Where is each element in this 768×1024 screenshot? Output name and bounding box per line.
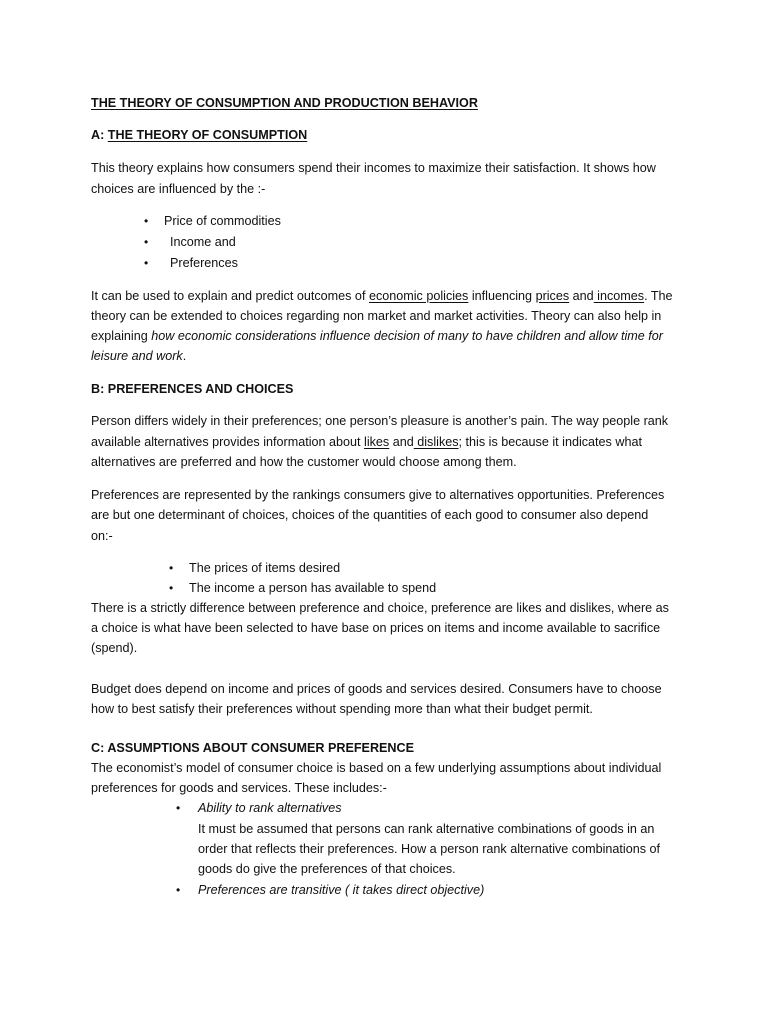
document-title: THE THEORY OF CONSUMPTION AND PRODUCTION BEHAVIOR bbox=[91, 96, 478, 110]
section-b-p1-line-1: Person differs widely in their preferences; one person’s pleasure is another’s pain. The way people rank bbox=[91, 414, 669, 428]
section-b-p3-line-1: There is a strictly difference between preference and choice, preference are likes and dislikes, where as bbox=[91, 601, 669, 615]
italic-span: leisure and work bbox=[91, 349, 183, 363]
bullet-icon: • bbox=[144, 256, 149, 270]
text-span: and bbox=[569, 289, 594, 303]
bullet-icon: • bbox=[144, 235, 149, 249]
assumption-1-title: Ability to rank alternatives bbox=[198, 801, 342, 815]
bullet-icon: • bbox=[144, 214, 149, 228]
prices-link: prices bbox=[535, 289, 570, 303]
section-c-heading: C: ASSUMPTIONS ABOUT CONSUMER PREFERENCE bbox=[91, 741, 415, 755]
section-a-prefix: A: bbox=[91, 128, 108, 142]
dislikes-word: dislikes bbox=[413, 435, 459, 449]
bullet-icon: • bbox=[176, 883, 181, 897]
text-span: It can be used to explain and predict outcomes of bbox=[91, 289, 369, 303]
section-b-p2-line-1: Preferences are represented by the rankings consumers give to alternatives opportunities. Preferences bbox=[91, 488, 665, 502]
section-b-p1-line-3: alternatives are preferred and how the customer would choose among them. bbox=[91, 455, 517, 469]
section-a-para-line-4 bbox=[91, 346, 186, 366]
bullet-icon: • bbox=[169, 561, 174, 575]
section-b-p4-line-1: Budget does depend on income and prices of goods and services desired. Consumers have to choose bbox=[91, 682, 662, 696]
section-a-para-line-3 bbox=[91, 326, 663, 346]
section-c-line-2: preferences for goods and services. These includes:- bbox=[91, 781, 387, 795]
bullet-icon: • bbox=[169, 581, 174, 595]
assumption-1-line-3: goods do give the preferences of that choices. bbox=[198, 862, 456, 876]
section-b-p1-line-2 bbox=[91, 432, 642, 452]
list-item: Price of commodities bbox=[164, 214, 281, 228]
text-span: and bbox=[389, 435, 414, 449]
section-a-para-line-1 bbox=[91, 286, 673, 306]
text-span: ; this is because it indicates what bbox=[458, 435, 642, 449]
list-item: The prices of items desired bbox=[189, 561, 341, 575]
list-item: Preferences bbox=[170, 256, 238, 270]
assumption-1-line-1: It must be assumed that persons can rank alternative combinations of goods in an bbox=[198, 822, 655, 836]
section-c-line-1: The economist’s model of consumer choice is based on a few underlying assumptions about individual bbox=[91, 761, 662, 775]
economic-policies-link: economic policies bbox=[368, 289, 469, 303]
section-a-intro-line-1: This theory explains how consumers spend their incomes to maximize their satisfaction. It shows how bbox=[91, 161, 656, 175]
list-item: The income a person has available to spend bbox=[189, 581, 437, 595]
text-span: influencing bbox=[468, 289, 536, 303]
section-a-para-line-2: theory can be extended to choices regarding non market and market activities. Theory can also help in bbox=[91, 309, 662, 323]
text-span: available alternatives provides information about bbox=[91, 435, 365, 449]
list-item: Income and bbox=[170, 235, 236, 249]
section-b-p3-line-3: (spend). bbox=[91, 641, 138, 655]
section-b-p3-line-2: a choice is what have been selected to have base on prices on items and income available to sacrifice bbox=[91, 621, 661, 635]
likes-word: likes bbox=[364, 435, 390, 449]
incomes-link: incomes bbox=[593, 289, 645, 303]
text-span: explaining bbox=[91, 329, 152, 343]
section-b-p4-line-2: how to best satisfy their preferences without spending more than what their budget permit. bbox=[91, 702, 593, 716]
assumption-2-title: Preferences are transitive ( it takes direct objective) bbox=[198, 883, 485, 897]
section-a-heading bbox=[91, 125, 307, 145]
text-span: . The bbox=[644, 289, 673, 303]
section-b-p2-line-2: are but one determinant of choices, choices of the quantities of each good to consumer also depend bbox=[91, 508, 649, 522]
section-b-p2-line-3: on:- bbox=[91, 529, 113, 543]
assumption-1-line-2: order that reflects their preferences. How a person rank alternative combinations of bbox=[198, 842, 661, 856]
section-a-title: THE THEORY OF CONSUMPTION bbox=[107, 128, 308, 142]
italic-span: how economic considerations influence decision of many to have children and allow time for bbox=[151, 329, 663, 343]
bullet-icon: • bbox=[176, 801, 181, 815]
section-b-heading: B: PREFERENCES AND CHOICES bbox=[91, 382, 294, 396]
section-a-intro-line-2: choices are influenced by the :- bbox=[91, 182, 266, 196]
text-span: . bbox=[182, 349, 187, 363]
